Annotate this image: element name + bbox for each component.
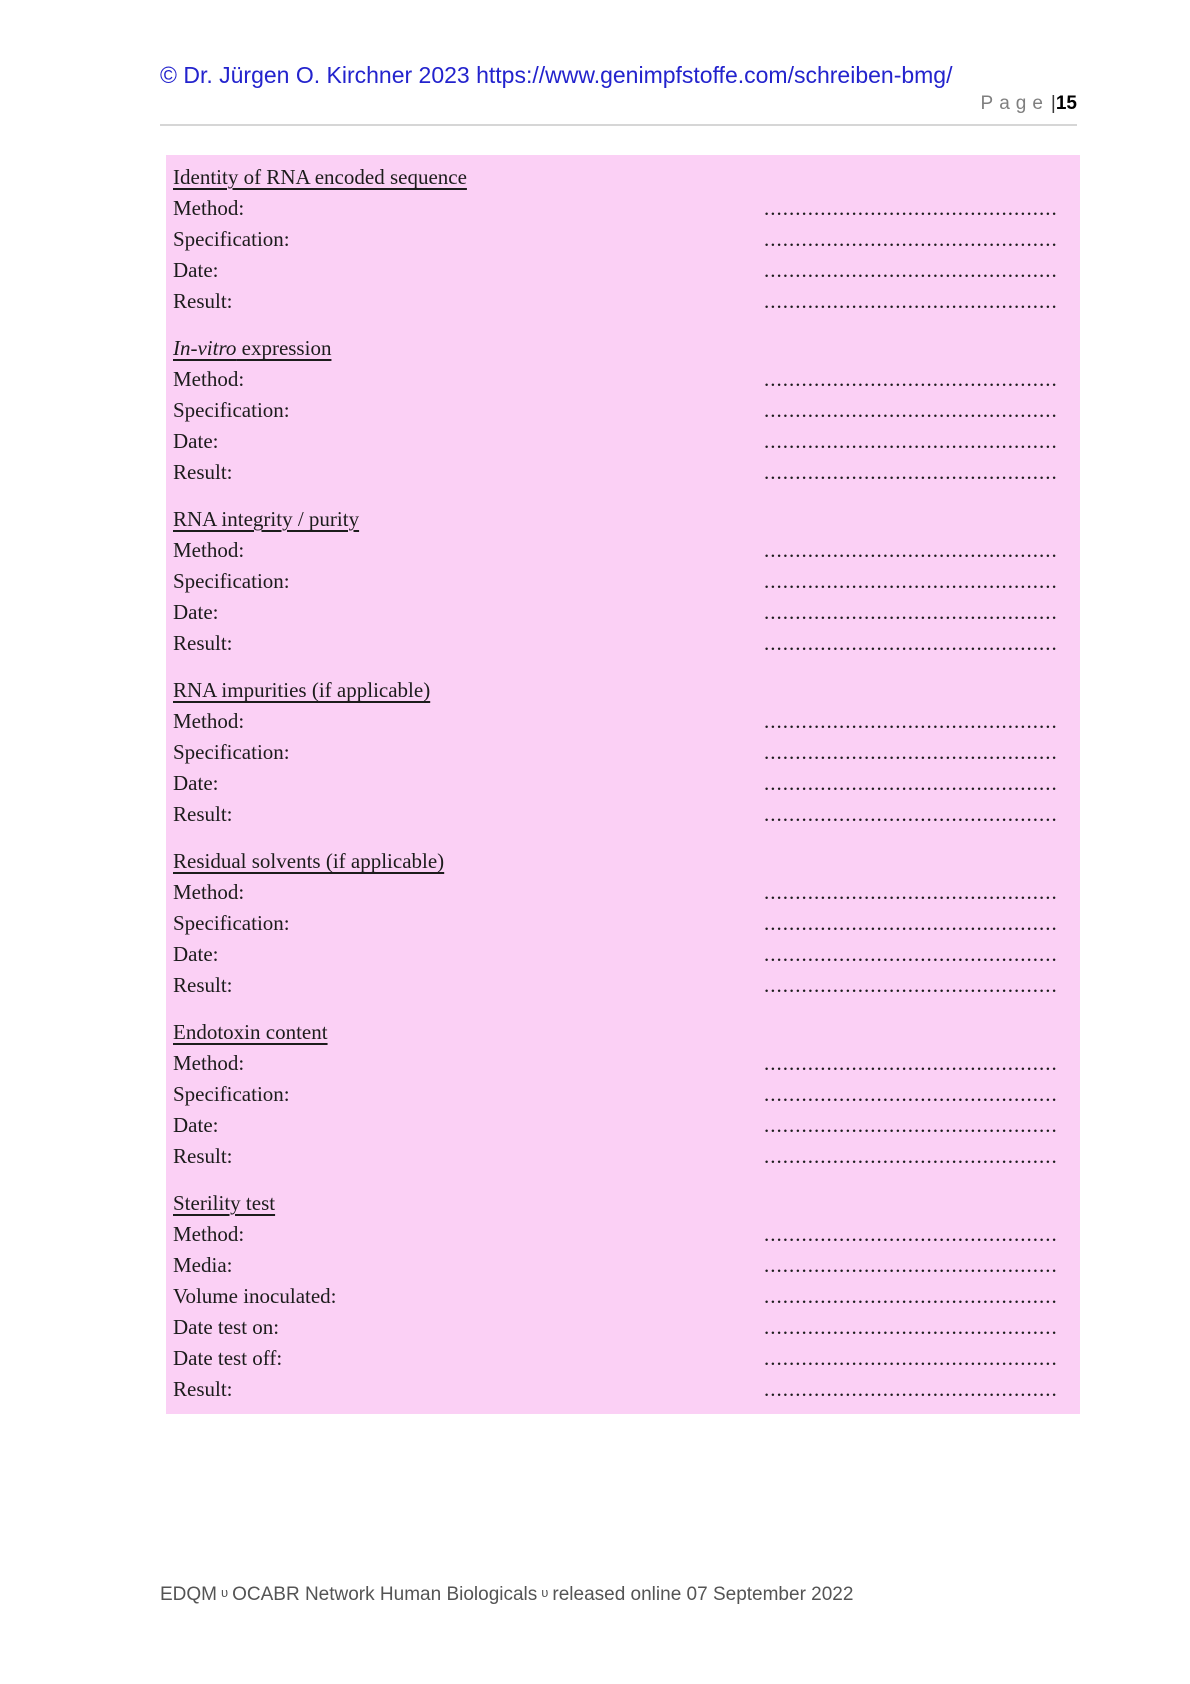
dotted-fill-line: ............................................... [764,709,1058,733]
section-title-text: Sterility test [173,1191,276,1215]
form-field-row [173,939,1080,970]
dotted-fill-line: ............................................... [764,1377,1058,1401]
footer-network-name: OCABR Network Human Biologicals [232,1584,538,1605]
field-label: Date test on: [173,1315,280,1339]
form-field-row [173,970,1080,1001]
section-title [173,675,1080,706]
form-field-row [173,628,1080,659]
section-title-text: expression [236,336,332,360]
dotted-fill-line: ............................................... [764,196,1058,220]
form-field-row [173,1250,1080,1281]
dotted-fill-line: ............................................... [764,398,1058,422]
field-label: Result: [173,1377,233,1401]
dotted-fill-line: ............................................... [764,911,1058,935]
section-title [173,162,1080,193]
field-label: Method: [173,1051,245,1075]
form-field-row [173,908,1080,939]
field-label: Specification: [173,227,290,251]
dotted-fill-line: ............................................... [764,740,1058,764]
dotted-fill-line: ............................................... [764,289,1058,313]
dotted-fill-line: ............................................... [764,771,1058,795]
field-label: Volume inoculated: [173,1284,337,1308]
dotted-fill-line: ............................................... [764,1082,1058,1106]
dotted-fill-line: ............................................... [764,1346,1058,1370]
field-label: Date: [173,258,219,282]
field-label: Date: [173,942,219,966]
form-field-row [173,224,1080,255]
field-label: Method: [173,538,245,562]
form-field-row [173,1312,1080,1343]
field-label: Result: [173,460,233,484]
form-field-row [173,426,1080,457]
form-field-row [173,457,1080,488]
field-label: Specification: [173,911,290,935]
form-field-row [173,1079,1080,1110]
dotted-fill-line: ............................................... [764,569,1058,593]
dotted-fill-line: ............................................... [764,1253,1058,1277]
footer-release-date: released online 07 September 2022 [552,1584,854,1605]
section-title-text: RNA integrity / purity [173,507,360,531]
dotted-fill-line: ............................................... [764,1315,1058,1339]
dotted-fill-line: ............................................... [764,258,1058,282]
form-field-row [173,1110,1080,1141]
form-section [173,504,1080,659]
form-field-row [173,1374,1080,1405]
form-field-row [173,737,1080,768]
dotted-fill-line: ............................................... [764,1144,1058,1168]
field-label: Result: [173,802,233,826]
dotted-fill-line: ............................................... [764,227,1058,251]
form-field-row [173,395,1080,426]
form-field-row [173,1219,1080,1250]
dotted-fill-line: ............................................... [764,1222,1058,1246]
section-title-text: Identity of RNA encoded sequence [173,165,467,189]
form-section [173,846,1080,1001]
section-title [173,1017,1080,1048]
section-title-text: RNA impurities (if applicable) [173,678,431,702]
section-title-italic: In-vitro [173,336,237,360]
dotted-fill-line: ............................................... [764,367,1058,391]
field-label: Date: [173,1113,219,1137]
page-word: Page [980,93,1049,114]
section-title-text: Residual solvents (if applicable) [173,849,445,873]
section-title [173,1188,1080,1219]
form-section [173,162,1080,317]
form-field-row [173,1141,1080,1172]
field-label: Media: [173,1253,233,1277]
section-title [173,846,1080,877]
dotted-fill-line: ............................................... [764,429,1058,453]
field-label: Method: [173,880,245,904]
form-field-row [173,535,1080,566]
dotted-fill-line: ............................................... [764,600,1058,624]
dotted-fill-line: ............................................... [764,1284,1058,1308]
dotted-fill-line: ............................................... [764,460,1058,484]
section-title [173,504,1080,535]
form-field-row [173,286,1080,317]
dotted-fill-line: ............................................... [764,538,1058,562]
field-label: Specification: [173,1082,290,1106]
field-label: Specification: [173,740,290,764]
form-field-row [173,1048,1080,1079]
document-header [160,60,953,90]
section-title [173,333,1080,364]
form-field-row [173,193,1080,224]
field-label: Result: [173,1144,233,1168]
field-label: Result: [173,631,233,655]
dotted-fill-line: ............................................... [764,1113,1058,1137]
dotted-fill-line: ............................................... [764,631,1058,655]
form-field-row [173,597,1080,628]
field-label: Method: [173,367,245,391]
form-field-row [173,799,1080,830]
form-field-row [173,255,1080,286]
website-link[interactable]: https://www.genimpfstoffe.com/schreiben-bmg/ [476,62,953,88]
form-section [173,1017,1080,1172]
field-label: Result: [173,973,233,997]
page-number: 15 [1055,93,1077,114]
form-section [173,333,1080,488]
field-label: Specification: [173,398,290,422]
field-label: Date: [173,771,219,795]
field-label: Method: [173,1222,245,1246]
field-label: Specification: [173,569,290,593]
field-label: Date: [173,429,219,453]
form-field-row [173,364,1080,395]
dotted-fill-line: ............................................... [764,942,1058,966]
form-field-row [173,706,1080,737]
dotted-fill-line: ............................................... [764,802,1058,826]
form-field-row [173,1343,1080,1374]
copyright-text: © Dr. Jürgen O. Kirchner 2023 [160,62,477,88]
highlighted-form-area [166,155,1080,1414]
document-footer [160,1580,853,1607]
form-section [173,1188,1080,1405]
page-indicator [981,92,1077,116]
field-label: Result: [173,289,233,313]
header-divider-line [160,124,1077,126]
dotted-fill-line: ............................................... [764,880,1058,904]
form-field-row [173,1281,1080,1312]
form-field-row [173,877,1080,908]
page-separator: | [1050,93,1056,114]
dotted-fill-line: ............................................... [764,973,1058,997]
form-section [173,675,1080,830]
field-label: Method: [173,709,245,733]
form-field-row [173,566,1080,597]
footer-separator: υ [221,1585,229,1600]
footer-organization: EDQM [160,1584,217,1605]
footer-separator: υ [541,1585,549,1600]
section-title-text: Endotoxin content [173,1020,328,1044]
field-label: Date test off: [173,1346,283,1370]
field-label: Date: [173,600,219,624]
dotted-fill-line: ............................................... [764,1051,1058,1075]
field-label: Method: [173,196,245,220]
form-field-row [173,768,1080,799]
